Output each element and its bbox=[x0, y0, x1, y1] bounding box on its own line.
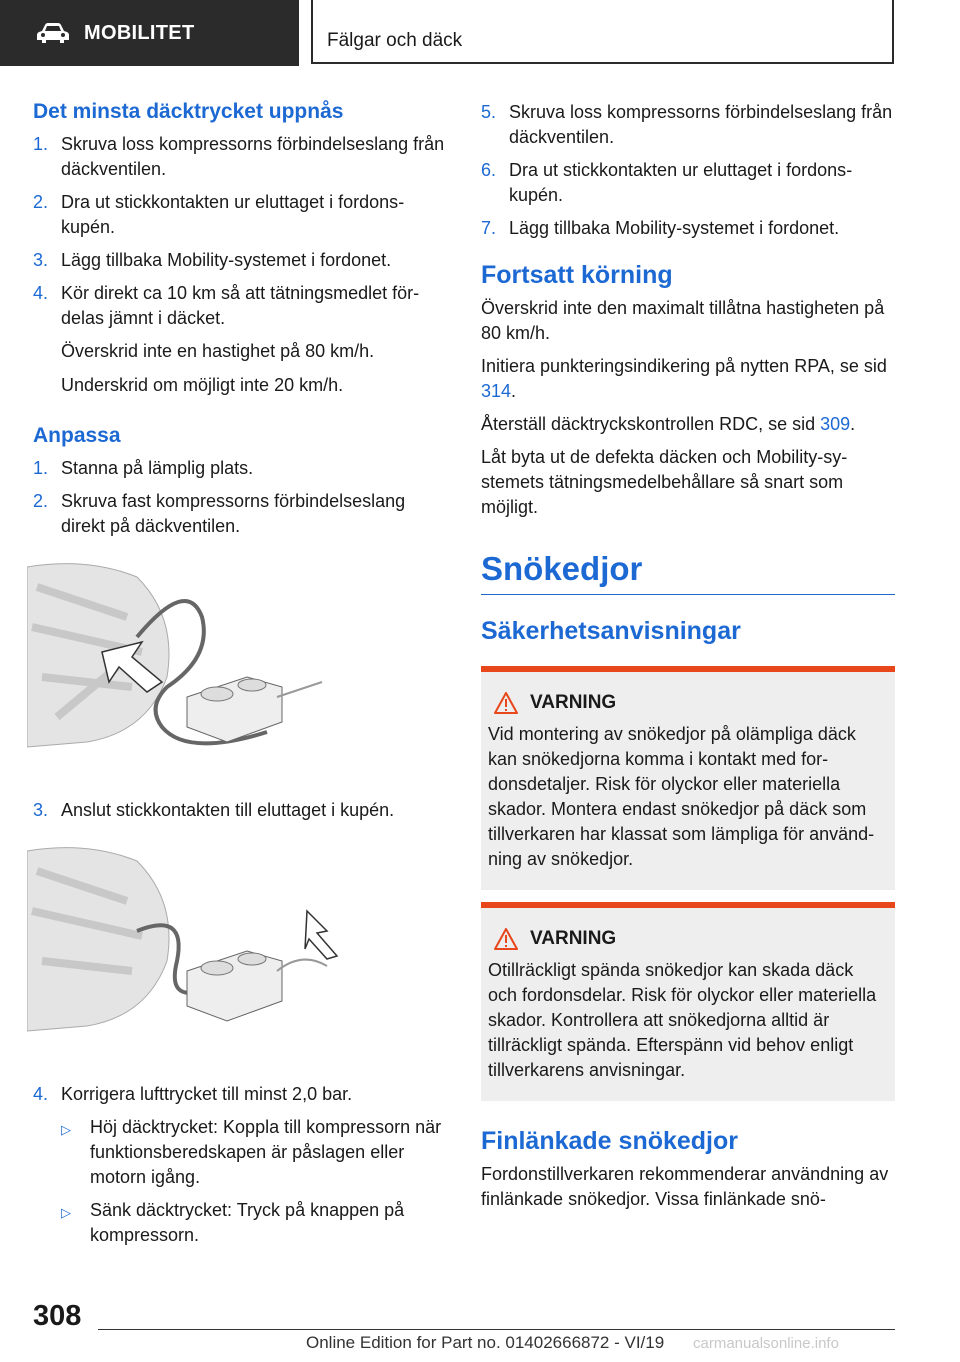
paragraph: Återställ däcktryckskontrollen RDC, se sid 309. bbox=[481, 414, 856, 434]
warning-header bbox=[494, 928, 887, 950]
warning-title: VARNING bbox=[530, 692, 617, 713]
step-item: 1. Skruva loss kompressorns förbindelseslang från däckventilen. bbox=[33, 134, 445, 179]
heading-minsta-tryck: Det minsta däcktrycket uppnås bbox=[33, 100, 344, 123]
heading-sakerhetsanvisningar: Säkerhetsanvisningar bbox=[481, 617, 741, 645]
warning-box bbox=[481, 666, 895, 890]
warning-text: Otillräckligt spända snökedjor kan skada däck och fordonsdelar. Risk för olyckor eller materiella skador. Kontrollera att snökedjorna alltid är tillräckligt spända. Efterspänn vid behov enligt tillverkarens anvisningar. bbox=[488, 960, 877, 1080]
page-link-314[interactable]: 314 bbox=[481, 381, 512, 401]
heading-fortsatt-korning: Fortsatt körning bbox=[481, 261, 673, 289]
right-column bbox=[481, 100, 895, 1220]
warning-triangle-icon bbox=[494, 928, 518, 950]
step-item: 6. Dra ut stickkontakten ur eluttaget i fordonskupén. bbox=[481, 160, 853, 205]
paragraph: Låt byta ut de defekta däcken och Mobility-systemets tätningsmedelbehållare så snart som möjligt. bbox=[481, 447, 848, 517]
section-title: MOBILITET bbox=[84, 21, 195, 44]
paragraph: Överskrid inte den maximalt tillåtna hastigheten på 80 km/h. bbox=[481, 298, 885, 343]
footer-edition: Online Edition for Part no. 01402666872 - VI/19 bbox=[306, 1333, 665, 1352]
step-item: 2. Skruva fast kompressorns förbindelseslang direkt på däckventilen. bbox=[33, 491, 406, 536]
heading-finlankade: Finlänkade snökedjor bbox=[481, 1127, 739, 1155]
step-item: 1. Stanna på lämplig plats. bbox=[33, 458, 254, 478]
step-item: 4. Korrigera lufttrycket till minst 2,0 bar. bbox=[33, 1084, 353, 1104]
bullet-item: ▷ Höj däcktrycket: Koppla till kompressorn när funktionsberedskapen är påslagen eller motorn igång. bbox=[61, 1115, 448, 1190]
paragraph: Initiera punkteringsindikering på nytten RPA, se sid 314. bbox=[481, 356, 887, 401]
page-number: 308 bbox=[33, 1300, 82, 1332]
bullet-item: ▷ Sänk däcktrycket: Tryck på knappen på kompressorn. bbox=[61, 1198, 448, 1248]
illustration-compressor-plug bbox=[27, 841, 357, 1051]
warning-title: VARNING bbox=[530, 928, 617, 949]
watermark: carmanualsonline.info bbox=[693, 1335, 839, 1352]
warning-box bbox=[481, 902, 895, 1101]
triangle-bullet-icon: ▷ bbox=[61, 1205, 71, 1220]
step-item: 7. Lägg tillbaka Mobility-systemet i fordonet. bbox=[481, 218, 840, 238]
chapter-heading: Snökedjor bbox=[481, 550, 895, 595]
car-icon bbox=[36, 22, 70, 44]
step-item: 5. Skruva loss kompressorns förbindelseslang från däckventilen. bbox=[481, 102, 893, 147]
paragraph: Fordonstillverkaren rekommenderar användning av finlänkade snökedjor. Vissa finlänkade snö- bbox=[481, 1164, 889, 1209]
left-column bbox=[33, 100, 448, 1256]
illustration-compressor-valve bbox=[27, 557, 357, 767]
heading-anpassa: Anpassa bbox=[33, 424, 121, 447]
step-item: 4. Kör direkt ca 10 km så att tätningsmedlet fördelas jämnt i däcket. bbox=[33, 283, 420, 328]
chapter-title: Fälgar och däck bbox=[327, 30, 463, 51]
chapter-tab bbox=[311, 0, 894, 64]
section-tab bbox=[0, 0, 299, 66]
warning-text: Vid montering av snökedjor på olämpliga däck kan snökedjorna komma i kontakt med fordonsdetaljer. Risk för olyckor eller materiella skador. Montera endast snökedjor på däck som tillverkaren har klassat som lämpliga för användning av snökedjor. bbox=[488, 724, 875, 869]
step-item: 3. Anslut stickkontakten till eluttaget i kupén. bbox=[33, 800, 395, 820]
page-header bbox=[0, 0, 960, 66]
triangle-bullet-icon: ▷ bbox=[61, 1122, 71, 1137]
page-link-309[interactable]: 309 bbox=[820, 414, 851, 434]
step-item: 2. Dra ut stickkontakten ur eluttaget i fordonskupén. bbox=[33, 192, 405, 237]
warning-triangle-icon bbox=[494, 692, 518, 714]
footer-divider bbox=[98, 1329, 895, 1330]
step-note: Underskrid om möjligt inte 20 km/h. bbox=[61, 375, 344, 395]
warning-header bbox=[494, 692, 887, 714]
step-note: Överskrid inte en hastighet på 80 km/h. bbox=[61, 341, 375, 361]
step-item: 3. Lägg tillbaka Mobility-systemet i fordonet. bbox=[33, 250, 392, 270]
